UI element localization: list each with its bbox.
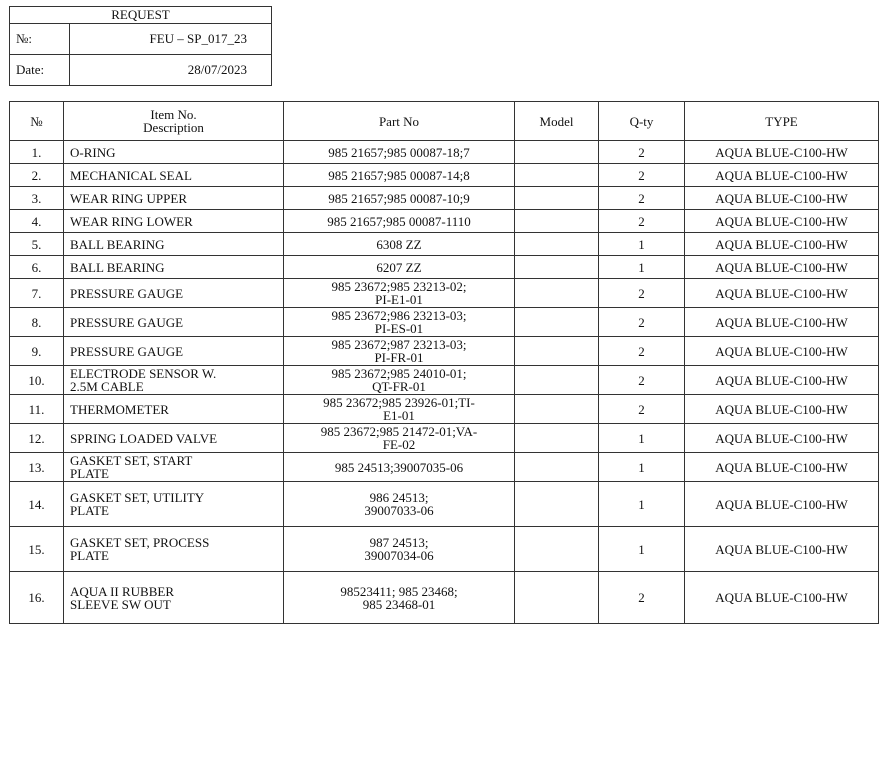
part-number-cell: 6308 ZZ xyxy=(284,233,515,256)
part-number-cell: 987 24513; 39007034-06 xyxy=(284,527,515,572)
part-number-cell: 6207 ZZ xyxy=(284,256,515,279)
model-cell xyxy=(515,279,599,308)
row-number-cell: 4. xyxy=(10,210,64,233)
row-number-cell: 14. xyxy=(10,482,64,527)
quantity-cell: 1 xyxy=(599,527,685,572)
model-cell xyxy=(515,395,599,424)
row-number-cell: 12. xyxy=(10,424,64,453)
part-number-cell: 985 24513;39007035-06 xyxy=(284,453,515,482)
item-description-cell: AQUA II RUBBER SLEEVE SW OUT xyxy=(64,572,284,624)
model-cell xyxy=(515,572,599,624)
table-row xyxy=(10,164,879,187)
type-cell: AQUA BLUE-C100-HW xyxy=(685,424,879,453)
table-row xyxy=(10,366,879,395)
item-description-cell: BALL BEARING xyxy=(64,256,284,279)
part-number-cell: 985 21657;985 00087-1110 xyxy=(284,210,515,233)
table-row xyxy=(10,395,879,424)
part-number-cell: 985 23672;985 21472-01;VA- FE-02 xyxy=(284,424,515,453)
row-number-cell: 16. xyxy=(10,572,64,624)
model-cell xyxy=(515,482,599,527)
item-description-cell: MECHANICAL SEAL xyxy=(64,164,284,187)
table-row xyxy=(10,424,879,453)
item-description-cell: BALL BEARING xyxy=(64,233,284,256)
quantity-cell: 1 xyxy=(599,424,685,453)
table-row xyxy=(10,572,879,624)
row-number-cell: 6. xyxy=(10,256,64,279)
type-cell: AQUA BLUE-C100-HW xyxy=(685,572,879,624)
row-number-cell: 1. xyxy=(10,141,64,164)
item-description-cell: ELECTRODE SENSOR W. 2.5M CABLE xyxy=(64,366,284,395)
part-number-cell: 985 21657;985 00087-10;9 xyxy=(284,187,515,210)
table-row xyxy=(10,141,879,164)
quantity-cell: 1 xyxy=(599,453,685,482)
item-description-cell: WEAR RING LOWER xyxy=(64,210,284,233)
row-number-cell: 13. xyxy=(10,453,64,482)
request-number-label: №: xyxy=(10,24,70,55)
table-row xyxy=(10,453,879,482)
row-number-cell: 15. xyxy=(10,527,64,572)
quantity-cell: 2 xyxy=(599,141,685,164)
column-header-type: TYPE xyxy=(685,102,879,141)
item-description-cell: PRESSURE GAUGE xyxy=(64,337,284,366)
column-header-no: № xyxy=(10,102,64,141)
type-cell: AQUA BLUE-C100-HW xyxy=(685,141,879,164)
item-description-cell: SPRING LOADED VALVE xyxy=(64,424,284,453)
quantity-cell: 2 xyxy=(599,366,685,395)
quantity-cell: 1 xyxy=(599,482,685,527)
model-cell xyxy=(515,424,599,453)
table-row xyxy=(10,233,879,256)
table-row xyxy=(10,279,879,308)
type-cell: AQUA BLUE-C100-HW xyxy=(685,164,879,187)
table-body xyxy=(10,141,879,624)
type-cell: AQUA BLUE-C100-HW xyxy=(685,395,879,424)
request-title: REQUEST xyxy=(10,7,272,24)
item-description-cell: PRESSURE GAUGE xyxy=(64,308,284,337)
request-date-label: Date: xyxy=(10,55,70,86)
item-description-cell: GASKET SET, UTILITY PLATE xyxy=(64,482,284,527)
row-number-cell: 11. xyxy=(10,395,64,424)
item-description-cell: WEAR RING UPPER xyxy=(64,187,284,210)
item-description-cell: THERMOMETER xyxy=(64,395,284,424)
model-cell xyxy=(515,527,599,572)
type-cell: AQUA BLUE-C100-HW xyxy=(685,279,879,308)
part-number-cell: 985 23672;986 23213-03; PI-ES-01 xyxy=(284,308,515,337)
quantity-cell: 2 xyxy=(599,210,685,233)
request-date-row xyxy=(10,55,272,86)
request-title-row xyxy=(10,7,272,24)
row-number-cell: 8. xyxy=(10,308,64,337)
part-number-cell: 985 23672;985 23213-02; PI-E1-01 xyxy=(284,279,515,308)
quantity-cell: 2 xyxy=(599,308,685,337)
request-header-table xyxy=(9,6,272,86)
item-description-cell: GASKET SET, PROCESS PLATE xyxy=(64,527,284,572)
quantity-cell: 1 xyxy=(599,233,685,256)
item-description-cell: O-RING xyxy=(64,141,284,164)
model-cell xyxy=(515,366,599,395)
request-date-value: 28/07/2023 xyxy=(70,55,272,86)
quantity-cell: 1 xyxy=(599,256,685,279)
model-cell xyxy=(515,453,599,482)
type-cell: AQUA BLUE-C100-HW xyxy=(685,308,879,337)
column-header-qty: Q-ty xyxy=(599,102,685,141)
model-cell xyxy=(515,141,599,164)
quantity-cell: 2 xyxy=(599,187,685,210)
type-cell: AQUA BLUE-C100-HW xyxy=(685,366,879,395)
item-description-cell: GASKET SET, START PLATE xyxy=(64,453,284,482)
model-cell xyxy=(515,308,599,337)
type-cell: AQUA BLUE-C100-HW xyxy=(685,527,879,572)
row-number-cell: 3. xyxy=(10,187,64,210)
table-row xyxy=(10,527,879,572)
part-number-cell: 985 23672;987 23213-03; PI-FR-01 xyxy=(284,337,515,366)
column-header-model: Model xyxy=(515,102,599,141)
model-cell xyxy=(515,164,599,187)
type-cell: AQUA BLUE-C100-HW xyxy=(685,256,879,279)
type-cell: AQUA BLUE-C100-HW xyxy=(685,482,879,527)
column-header-item-line2: Description xyxy=(143,120,204,135)
type-cell: AQUA BLUE-C100-HW xyxy=(685,187,879,210)
type-cell: AQUA BLUE-C100-HW xyxy=(685,210,879,233)
table-header-row xyxy=(10,102,879,141)
quantity-cell: 2 xyxy=(599,337,685,366)
table-row xyxy=(10,482,879,527)
request-number-value: FEU – SP_017_23 xyxy=(70,24,272,55)
row-number-cell: 2. xyxy=(10,164,64,187)
quantity-cell: 2 xyxy=(599,395,685,424)
quantity-cell: 2 xyxy=(599,164,685,187)
parts-table xyxy=(9,101,879,624)
item-description-cell: PRESSURE GAUGE xyxy=(64,279,284,308)
row-number-cell: 10. xyxy=(10,366,64,395)
part-number-cell: 985 23672;985 24010-01; QT-FR-01 xyxy=(284,366,515,395)
row-number-cell: 5. xyxy=(10,233,64,256)
model-cell xyxy=(515,337,599,366)
column-header-part: Part No xyxy=(284,102,515,141)
column-header-item xyxy=(64,102,284,141)
table-row xyxy=(10,308,879,337)
part-number-cell: 985 21657;985 00087-14;8 xyxy=(284,164,515,187)
column-header-item-line1: Item No. xyxy=(150,107,197,122)
quantity-cell: 2 xyxy=(599,572,685,624)
part-number-cell: 986 24513; 39007033-06 xyxy=(284,482,515,527)
type-cell: AQUA BLUE-C100-HW xyxy=(685,233,879,256)
part-number-cell: 985 21657;985 00087-18;7 xyxy=(284,141,515,164)
type-cell: AQUA BLUE-C100-HW xyxy=(685,453,879,482)
request-number-row xyxy=(10,24,272,55)
table-row xyxy=(10,337,879,366)
model-cell xyxy=(515,233,599,256)
table-row xyxy=(10,256,879,279)
model-cell xyxy=(515,210,599,233)
table-row xyxy=(10,210,879,233)
row-number-cell: 9. xyxy=(10,337,64,366)
model-cell xyxy=(515,256,599,279)
model-cell xyxy=(515,187,599,210)
quantity-cell: 2 xyxy=(599,279,685,308)
part-number-cell: 98523411; 985 23468; 985 23468-01 xyxy=(284,572,515,624)
type-cell: AQUA BLUE-C100-HW xyxy=(685,337,879,366)
part-number-cell: 985 23672;985 23926-01;TI- E1-01 xyxy=(284,395,515,424)
row-number-cell: 7. xyxy=(10,279,64,308)
table-row xyxy=(10,187,879,210)
